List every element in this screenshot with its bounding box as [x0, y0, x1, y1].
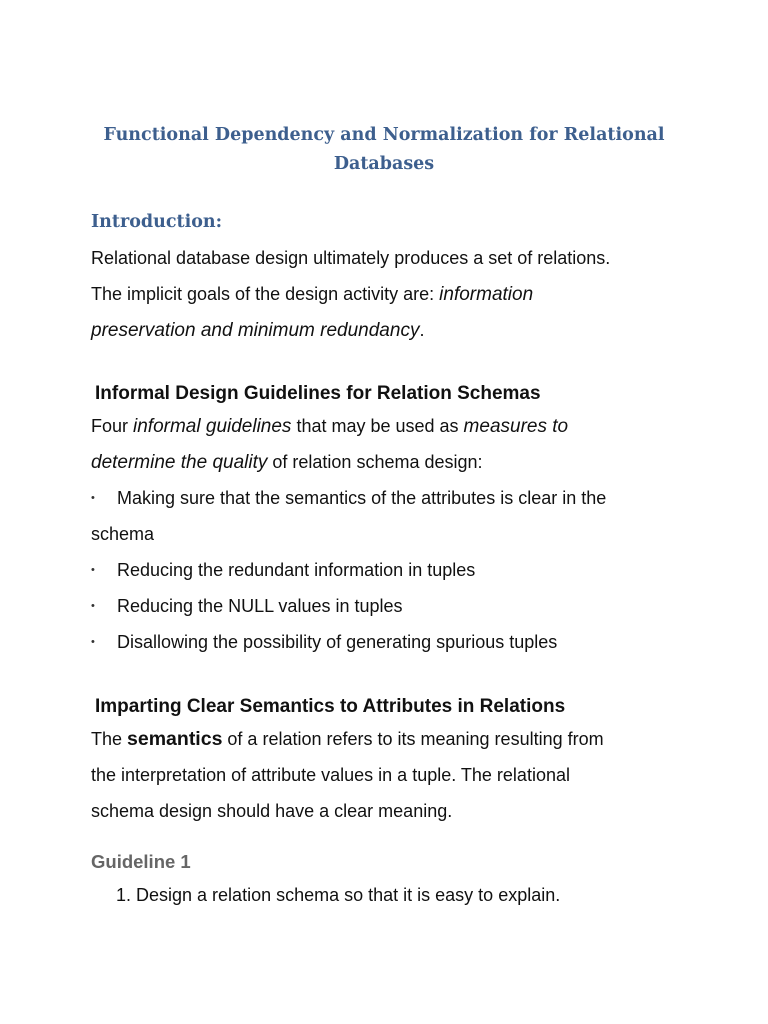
intro-line-1: [91, 245, 610, 271]
semantics-text-1c: of a relation refers to its meaning resulting from: [222, 729, 604, 749]
bullet-icon: •: [91, 492, 95, 504]
semantics-bold: semantics: [127, 728, 223, 750]
bullet-icon: •: [91, 636, 95, 648]
intro-italic-2: information: [439, 284, 534, 305]
bullet-text: Disallowing the possibility of generating spurious tuples: [117, 632, 558, 652]
numbered-item: 1. Design a relation schema so that it is easy to explain.: [116, 885, 561, 905]
informal-text-1c: that may be used as: [291, 416, 464, 436]
semantics-line-1: [91, 726, 604, 752]
bullet-continuation: schema: [91, 524, 155, 544]
informal-line-2: [91, 449, 483, 476]
title-line-1: Functional Dependency and Normalization for Relational: [103, 125, 665, 145]
informal-text-1a: Four: [91, 416, 134, 436]
guideline-heading: Guideline 1: [91, 851, 191, 872]
informal-italic-1b: informal guidelines: [133, 416, 292, 437]
informal-line-1: [91, 413, 568, 440]
bullet-icon: •: [91, 600, 95, 612]
semantics-line-2: the interpretation of attribute values in a tuple. The relational: [91, 765, 570, 785]
informal-italic-1d: measures to: [463, 416, 569, 437]
intro-line-3: [91, 317, 424, 344]
intro-italic-3: preservation and minimum redundancy: [91, 320, 420, 341]
intro-text-3: .: [419, 320, 425, 340]
informal-italic-2a: determine the quality: [91, 452, 268, 473]
document-title: [100, 121, 668, 179]
bullet-text: Reducing the redundant information in tuples: [117, 560, 476, 580]
bullet-text: Making sure that the semantics of the attributes is clear in the: [117, 488, 607, 508]
intro-line-2: [91, 281, 533, 308]
bullet-text: Reducing the NULL values in tuples: [117, 596, 403, 616]
introduction-heading: Introduction:: [91, 212, 223, 232]
intro-text-1: Relational database design ultimately produces a set of relations.: [91, 248, 611, 268]
semantics-line-3: schema design should have a clear meaning.: [91, 801, 453, 821]
title-line-2: Databases: [333, 154, 435, 174]
informal-text-2b: of relation schema design:: [267, 452, 483, 472]
bullet-icon: •: [91, 564, 95, 576]
semantics-text-1a: The: [91, 729, 128, 749]
intro-text-2: The implicit goals of the design activity are:: [91, 284, 440, 304]
semantics-heading: Imparting Clear Semantics to Attributes in Relations: [95, 696, 566, 717]
informal-heading: Informal Design Guidelines for Relation Schemas: [95, 383, 541, 404]
